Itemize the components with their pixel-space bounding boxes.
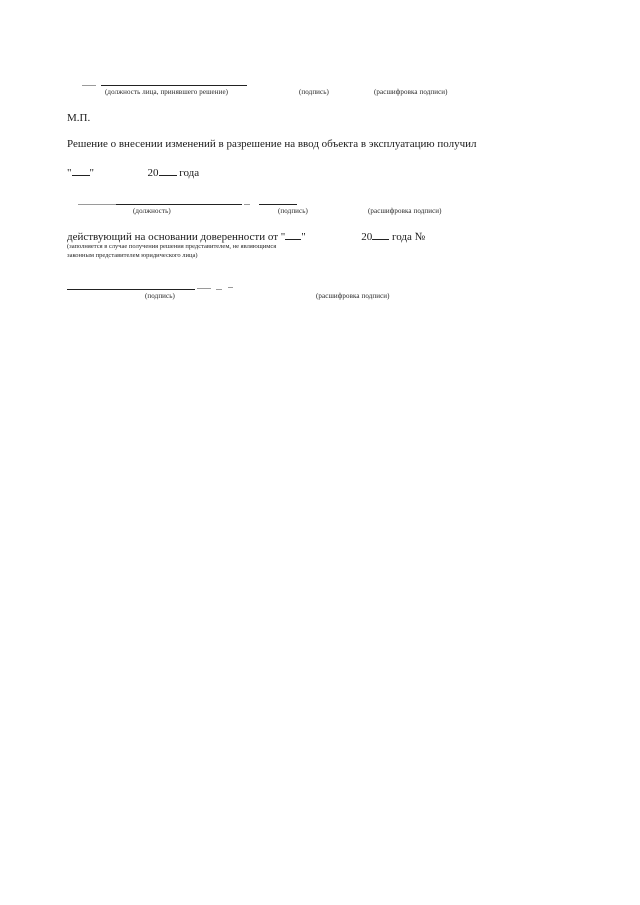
faint-line-segment <box>228 287 233 288</box>
proxy-year-suffix: года № <box>392 231 426 243</box>
proxy-line <box>67 230 425 243</box>
position-caption: (должность лица, принявшего решение) <box>105 88 229 96</box>
proxy-day-blank <box>285 230 301 240</box>
proxy-year-prefix: 20 <box>361 231 373 243</box>
signature-caption: (подпись) <box>299 88 329 96</box>
recipient-decoding-caption: (расшифровка подписи) <box>368 207 442 215</box>
proxy-note-line-1: (заполняется в случае получения решения представителем, не являющимся <box>67 243 277 250</box>
date-close-quote: " <box>89 167 94 179</box>
year-suffix: года <box>179 167 200 179</box>
decision-statement: Решение о внесении изменений в разрешение на ввод объекта в эксплуатацию получил <box>67 138 477 150</box>
year-prefix: 20 <box>147 167 159 179</box>
proxy-text: действующий на основании доверенности от " <box>67 231 286 243</box>
recipient-position-caption: (должность) <box>133 207 171 215</box>
date-open-quote: " <box>67 167 72 179</box>
faint-line-segment <box>216 289 222 290</box>
day-blank <box>72 166 90 176</box>
stamp-label: М.П. <box>67 112 91 124</box>
proxy-note-line-2: законным представителем юридического лица) <box>67 252 198 259</box>
faint-line-segment <box>78 204 116 205</box>
position-signature-line <box>101 85 247 86</box>
signature-decoding-caption: (расшифровка подписи) <box>374 88 448 96</box>
proxy-close-quote: " <box>301 231 306 243</box>
faint-line-segment <box>244 204 250 205</box>
recipient-position-line <box>116 204 242 205</box>
faint-line-segment <box>197 288 211 289</box>
proxy-decoding-caption: (расшифровка подписи) <box>316 292 390 300</box>
faint-line-segment <box>82 85 96 86</box>
year-blank <box>159 166 177 176</box>
recipient-signature-caption: (подпись) <box>278 207 308 215</box>
proxy-signature-caption: (подпись) <box>145 292 175 300</box>
recipient-signature-line <box>259 204 297 205</box>
proxy-year-blank <box>372 230 389 240</box>
proxy-signature-line <box>67 289 195 290</box>
date-line <box>67 166 199 179</box>
